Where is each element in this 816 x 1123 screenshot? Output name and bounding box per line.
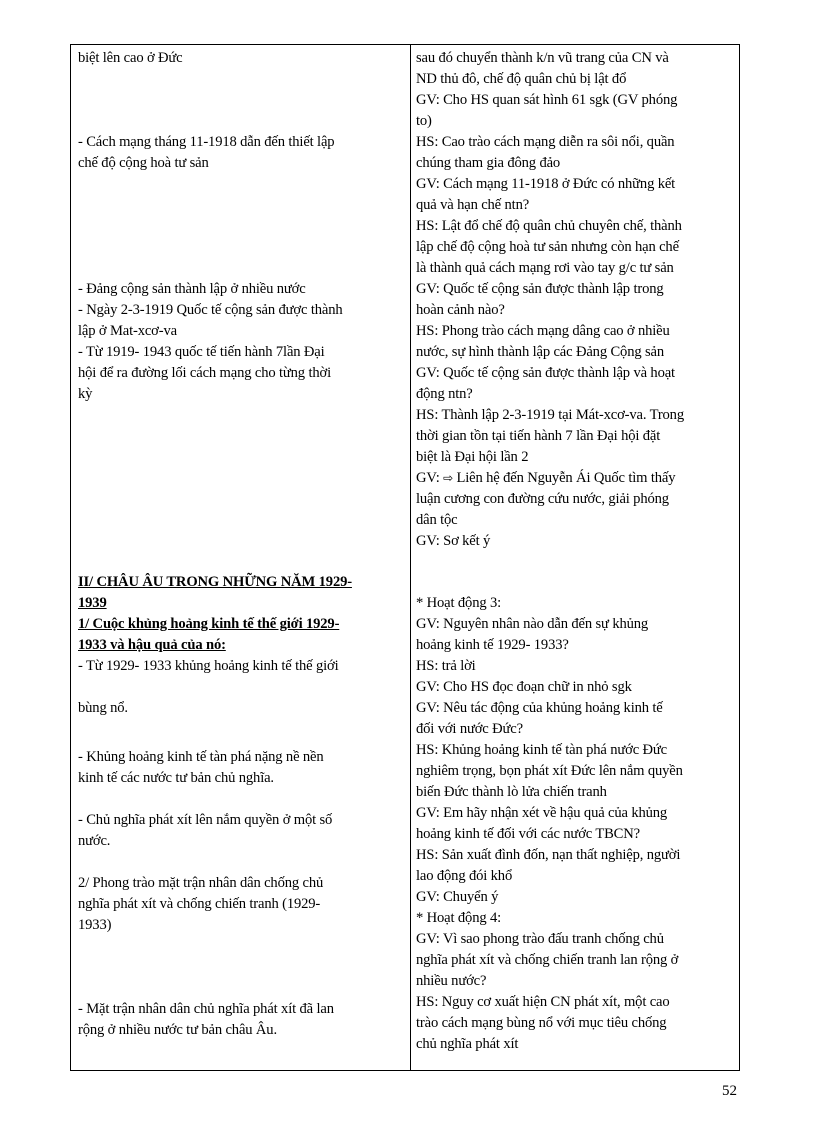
page-number: 52 <box>722 1083 737 1099</box>
right-line: HS: Cao trào cách mạng diễn ra sôi nổi, quần <box>416 134 675 150</box>
right-line-text: Liên hệ đến Nguyễn Ái Quốc tìm thấy <box>453 470 676 486</box>
right-line: trào cách mạng bùng nổ với mục tiêu chống <box>416 1015 667 1031</box>
right-line: hoảng kinh tế đối với các nước TBCN? <box>416 826 640 842</box>
right-line: GV: Cho HS quan sát hình 61 sgk (GV phóng <box>416 92 678 108</box>
right-line: GV: Quốc tế cộng sản được thành lập trong <box>416 281 664 297</box>
right-line: chúng tham gia đông đảo <box>416 155 561 171</box>
left-line: lập ở Mat-xcơ-va <box>78 323 177 339</box>
left-line: - Từ 1929- 1933 khủng hoảng kinh tế thế giới <box>78 658 339 674</box>
right-line: lao động đói khổ <box>416 868 513 884</box>
left-line: bùng nổ. <box>78 700 128 716</box>
right-line: GV: Vì sao phong trào đấu tranh chống chủ <box>416 931 664 947</box>
subsection-heading: 1/ Cuộc khủng hoảng kinh tế thế giới 1929- <box>78 616 340 632</box>
right-line: biến Đức thành lò lửa chiến tranh <box>416 784 607 800</box>
right-line: chủ nghĩa phát xít <box>416 1036 519 1052</box>
right-line: GV: Cách mạng 11-1918 ở Đức có những kết <box>416 176 676 192</box>
right-line: GV: Quốc tế cộng sản được thành lập và hoạt <box>416 365 675 381</box>
left-line: nước. <box>78 833 111 849</box>
right-line: GV: Nêu tác động của khủng hoảng kinh tế <box>416 700 663 716</box>
subsection-heading: 1933 và hậu quả của nó: <box>78 637 226 653</box>
right-line: HS: Phong trào cách mạng dâng cao ở nhiều <box>416 323 670 339</box>
right-line: hoàn cảnh nào? <box>416 302 505 318</box>
right-line: thời gian tồn tại tiến hành 7 lần Đại hội đặt <box>416 428 661 444</box>
lesson-table <box>70 44 740 1071</box>
right-line: HS: Nguy cơ xuất hiện CN phát xít, một cao <box>416 994 670 1010</box>
right-line: biệt là Đại hội lần 2 <box>416 449 529 465</box>
left-line: rộng ở nhiều nước tư bản châu Âu. <box>78 1022 277 1038</box>
right-line: sau đó chuyển thành k/n vũ trang của CN và <box>416 50 669 66</box>
right-line-prefix: GV: <box>416 470 444 486</box>
right-line: lập chế độ cộng hoà tư sản nhưng còn hạn chế <box>416 239 679 255</box>
left-line: nghĩa phát xít và chống chiến tranh (1929- <box>78 896 321 912</box>
right-line <box>416 468 675 488</box>
left-line: - Cách mạng tháng 11-1918 dẫn đến thiết lập <box>78 134 335 150</box>
right-line: ND thủ đô, chế độ quân chủ bị lật đổ <box>416 71 627 87</box>
section-heading: 1939 <box>78 595 107 611</box>
left-line: 2/ Phong trào mặt trận nhân dân chống chủ <box>78 875 324 891</box>
right-line: là thành quả cách mạng rơi vào tay g/c tư sản <box>416 260 674 276</box>
right-line: động ntn? <box>416 386 473 402</box>
right-line: HS: trả lời <box>416 658 476 674</box>
right-line: HS: Thành lập 2-3-1919 tại Mát-xcơ-va. Trong <box>416 407 684 423</box>
left-line: kỳ <box>78 386 93 402</box>
left-line: - Từ 1919- 1943 quốc tế tiến hành 7lần Đại <box>78 344 325 360</box>
left-line: - Chủ nghĩa phát xít lên nắm quyền ở một số <box>78 812 333 828</box>
right-line: to) <box>416 113 432 129</box>
section-heading: II/ CHÂU ÂU TRONG NHỮNG NĂM 1929- <box>78 574 352 590</box>
right-line: * Hoạt động 3: <box>416 595 502 611</box>
column-divider <box>410 45 411 1070</box>
arrow-right-outline-icon: ⇨ <box>443 471 454 485</box>
right-line: nghiêm trọng, bọn phát xít Đức lên nắm quyền <box>416 763 683 779</box>
right-line: GV: Em hãy nhận xét về hậu quả của khủng <box>416 805 668 821</box>
right-line: nghĩa phát xít và chống chiến tranh lan rộng ở <box>416 952 679 968</box>
right-line: dân tộc <box>416 512 458 528</box>
right-line: HS: Khủng hoảng kinh tế tàn phá nước Đức <box>416 742 667 758</box>
right-line: HS: Lật đổ chế độ quân chủ chuyên chế, thành <box>416 218 682 234</box>
left-line: - Khủng hoảng kinh tế tàn phá nặng nề nền <box>78 749 324 765</box>
right-line: quả và hạn chế ntn? <box>416 197 530 213</box>
left-line: - Đảng cộng sản thành lập ở nhiều nước <box>78 281 306 297</box>
right-line: * Hoạt động 4: <box>416 910 502 926</box>
left-line: chế độ cộng hoà tư sản <box>78 155 209 171</box>
left-line: kinh tế các nước tư bản chủ nghĩa. <box>78 770 274 786</box>
right-line: đối với nước Đức? <box>416 721 523 737</box>
right-line: GV: Sơ kết ý <box>416 533 491 549</box>
right-line: GV: Cho HS đọc đoạn chữ in nhỏ sgk <box>416 679 632 695</box>
left-line: 1933) <box>78 917 112 933</box>
right-line: luận cương con đường cứu nước, giải phóng <box>416 491 669 507</box>
left-line: hội để ra đường lối cách mạng cho từng thời <box>78 365 331 381</box>
right-line: nước, sự hình thành lập các Đảng Cộng sản <box>416 344 664 360</box>
right-line: nhiều nước? <box>416 973 487 989</box>
left-line: - Ngày 2-3-1919 Quốc tế cộng sản được thành <box>78 302 343 318</box>
left-line: biệt lên cao ở Đức <box>78 50 183 66</box>
right-line: GV: Chuyển ý <box>416 889 499 905</box>
right-line: GV: Nguyên nhân nào dẫn đến sự khủng <box>416 616 649 632</box>
left-line: - Mặt trận nhân dân chủ nghĩa phát xít đã lan <box>78 1001 334 1017</box>
right-line: HS: Sản xuất đình đốn, nạn thất nghiệp, người <box>416 847 681 863</box>
right-line: hoảng kinh tế 1929- 1933? <box>416 637 569 653</box>
